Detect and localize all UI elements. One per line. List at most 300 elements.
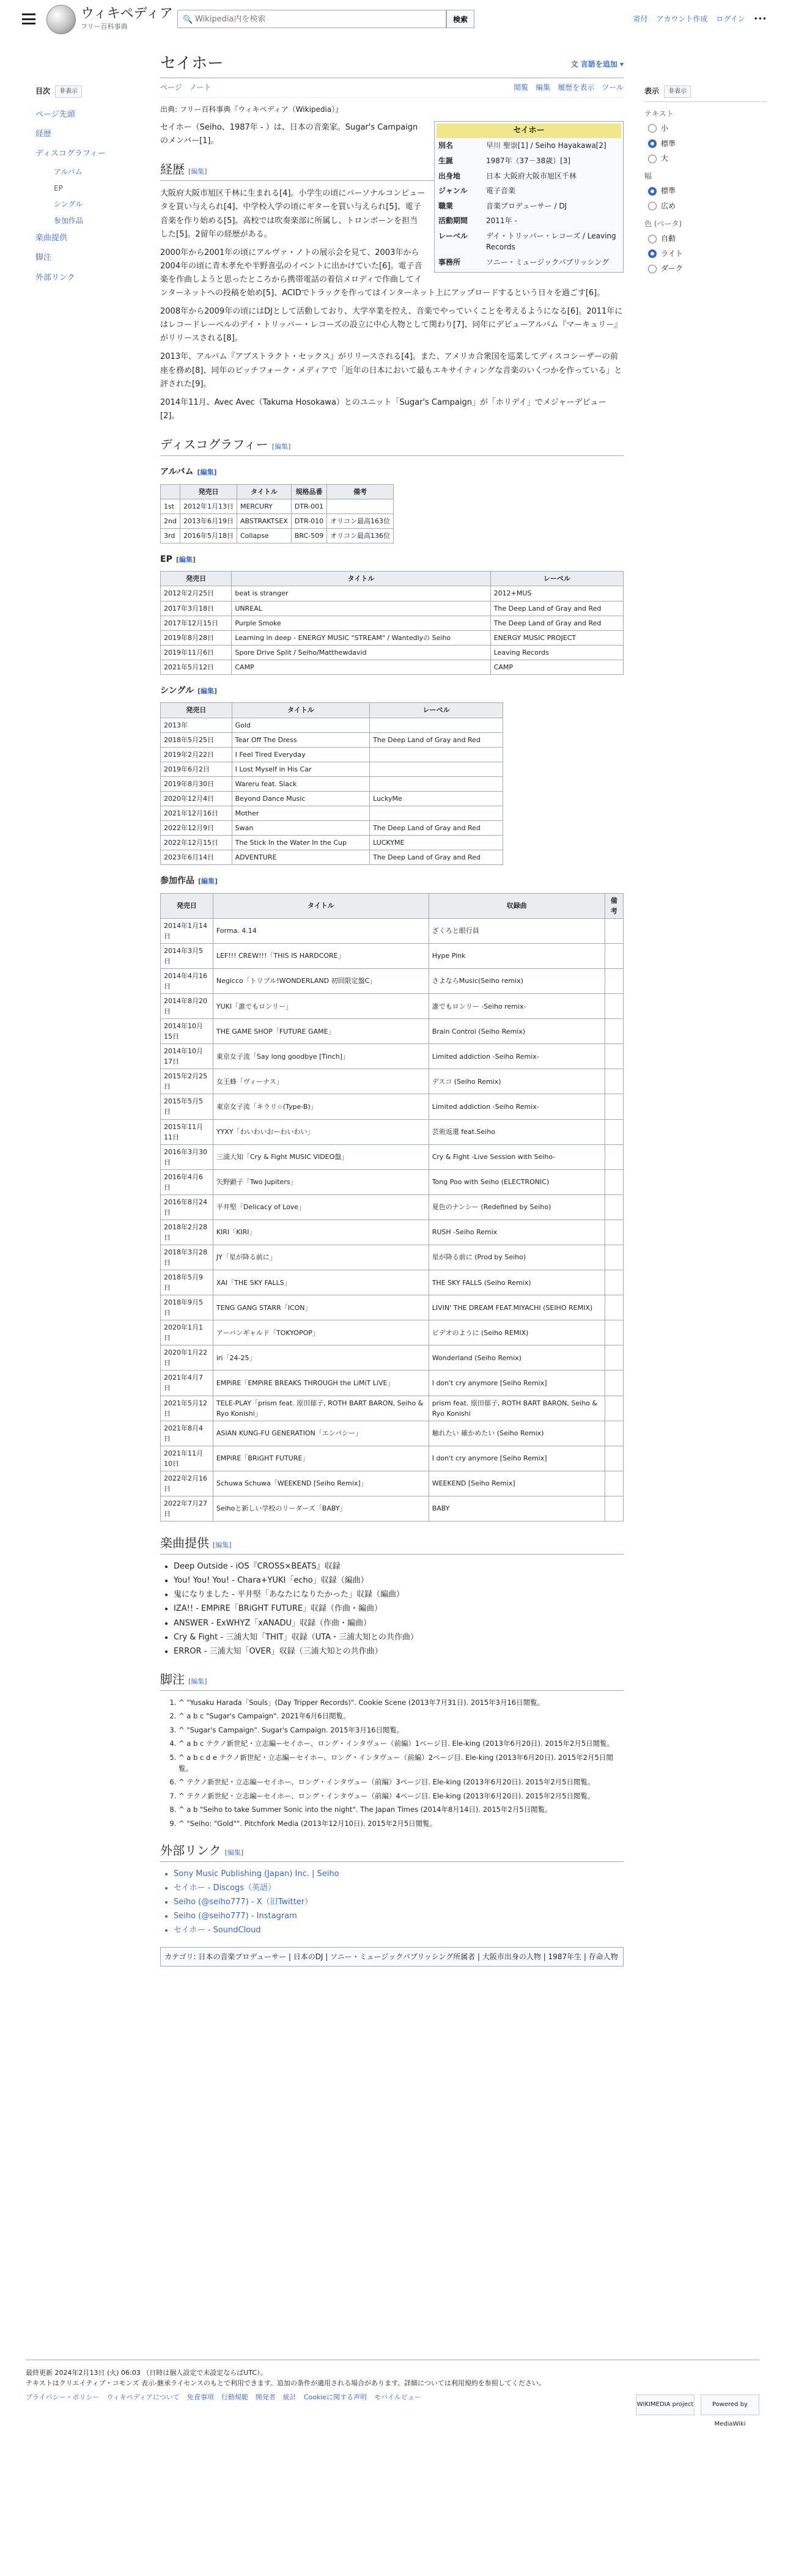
table-cell xyxy=(605,1194,623,1220)
table-cell: 2014年10月15日 xyxy=(161,1019,213,1044)
column-header: 備考 xyxy=(327,484,394,499)
table-cell: 2019年8月28日 xyxy=(161,630,232,645)
table-row xyxy=(161,528,394,543)
table-row xyxy=(161,850,503,864)
toc-item[interactable]: アルバム xyxy=(54,167,83,176)
table-cell: 芸術返還 feat.Seiho xyxy=(429,1119,605,1144)
table-cell: The Deep Land of Gray and Red xyxy=(490,601,623,616)
table-row xyxy=(161,1345,624,1371)
table-cell: 2021年4月7日 xyxy=(161,1371,213,1396)
appearance-hide-button[interactable]: 非表示 xyxy=(664,86,691,98)
toc-item[interactable]: 外部リンク xyxy=(35,273,75,282)
table-cell xyxy=(370,762,503,776)
table-cell: Mother xyxy=(232,806,370,820)
categories-box[interactable]: カテゴリ: 日本の音楽プロデューサー | 日本のDJ | ソニー・ミュージックパブリッシング所属者 | 大阪市出身の人物 | 1987年生 | 存命人物 xyxy=(160,1947,624,1967)
table-cell: 夏色のナンシー (Redefined by Seiho) xyxy=(429,1194,605,1220)
reference-item[interactable]: 2. ^ a b c "Sugar's Campaign". 2021年6月6日閲覧。 xyxy=(179,1710,624,1721)
table-cell xyxy=(605,1345,623,1371)
table-cell: 平井堅「Delicacy of Love」 xyxy=(213,1194,429,1220)
table-row xyxy=(161,718,503,732)
infobox-value: 電子音楽 xyxy=(486,186,516,196)
article xyxy=(160,51,624,1967)
table-cell: Collapse xyxy=(237,528,291,543)
table-cell: 2018年2月28日 xyxy=(161,1220,213,1245)
table-cell: Beyond Dance Music xyxy=(232,791,370,806)
infobox-title: セイホー xyxy=(437,123,621,138)
infobox-value: 日本 大阪府大阪市旭区千林 xyxy=(486,171,577,180)
table-cell xyxy=(605,1069,623,1094)
table-cell xyxy=(605,918,623,943)
reference-item[interactable]: 5. ^ a b c d e テクノ新世紀・立志編ーセイホー、ロング・インタヴュー（前編）2ページ目. Ele-king (2013年6月20日). 2015年2月5日閲覧。 xyxy=(179,1752,624,1775)
table-row xyxy=(161,1069,624,1094)
site-logo[interactable] xyxy=(46,5,173,34)
column-header xyxy=(161,484,180,499)
footer-link[interactable]: 行動規範 xyxy=(221,2393,248,2402)
edit-link[interactable]: 編集 xyxy=(191,1677,205,1685)
table-cell xyxy=(605,1169,623,1194)
table-cell xyxy=(605,994,623,1019)
color-dark[interactable]: ダーク xyxy=(648,263,767,274)
footer-link[interactable]: 統計 xyxy=(282,2393,297,2402)
ep-heading: EP [編集] xyxy=(160,554,196,564)
table-cell: 2021年11月10日 xyxy=(161,1446,213,1471)
table-row xyxy=(161,1446,624,1471)
table-cell: 2015年11月11日 xyxy=(161,1119,213,1144)
table-row xyxy=(161,776,503,791)
infobox-value: 音楽プロデューサー / DJ xyxy=(486,201,567,210)
table-cell: 2018年5月9日 xyxy=(161,1270,213,1295)
tab-talk[interactable]: ノート xyxy=(189,83,212,92)
table-cell: ざくろと眼行員 xyxy=(429,918,605,943)
table-cell: BRC-509 xyxy=(291,528,326,543)
table-cell: UNREAL xyxy=(232,601,490,616)
edit-link[interactable]: 編集 xyxy=(201,877,215,885)
reference-item[interactable]: 1. ^ "Yusaku Harada「Souls」(Day Tripper Records)". Cookie Scene (2013年7月31日). 2015年3月16日閲覧。 xyxy=(179,1697,624,1708)
table-cell xyxy=(605,943,623,968)
table-cell: Wareru feat. Slack xyxy=(232,776,370,791)
table-cell: LIVIN' THE DREAM FEAT.MIYACHI (SEIHO REMIX) xyxy=(429,1295,605,1320)
table-row xyxy=(161,1194,624,1220)
table-cell: 2020年12月4日 xyxy=(161,791,232,806)
table-cell xyxy=(605,1421,623,1446)
width-wide[interactable]: 広め xyxy=(648,201,767,212)
table-cell xyxy=(605,1245,623,1270)
table-cell: LUCKYME xyxy=(370,835,503,850)
table-cell xyxy=(605,1270,623,1295)
table-row xyxy=(161,513,394,528)
table-cell: Brain Control (Seiho Remix) xyxy=(429,1019,605,1044)
table-cell: 2017年12月15日 xyxy=(161,616,232,630)
table-cell: YYXY「わいわいおーわいわい」 xyxy=(213,1119,429,1144)
table-cell: 2nd xyxy=(161,513,180,528)
table-cell: さよならMusic(Seiho remix) xyxy=(429,968,605,993)
table-cell: I don't cry anymore [Seiho Remix] xyxy=(429,1371,605,1396)
table-cell: ABSTRAKTSEX xyxy=(237,513,291,528)
footer-link[interactable]: 開発者 xyxy=(255,2393,276,2402)
wikipedia-globe-icon xyxy=(46,5,76,34)
toc-item[interactable]: EP xyxy=(54,183,63,193)
table-cell: 2012+MUS xyxy=(490,586,623,601)
infobox-row xyxy=(437,153,621,169)
list-item: • Cry & Fight - 三浦大知「THIT」収録（UTA・三浦大知との共作曲） xyxy=(174,1632,624,1644)
table-cell: 2020年1月22日 xyxy=(161,1345,213,1371)
table-cell: The Stick In the Water In the Cup xyxy=(232,835,370,850)
table-cell: デスコ (Seiho Remix) xyxy=(429,1069,605,1094)
table-cell: 2019年2月22日 xyxy=(161,747,232,762)
table-cell: 2018年9月5日 xyxy=(161,1295,213,1320)
edit-link[interactable]: 編集 xyxy=(179,555,193,564)
appearance-panel xyxy=(644,86,767,274)
table-cell: Cry & Fight -Live Session with Seiho- xyxy=(429,1144,605,1169)
table-cell: ASIAN KUNG-FU GENERATION「エンパシー」 xyxy=(213,1421,429,1446)
list-item: • Deep Outside - iOS『CROSS×BEATS』収録 xyxy=(174,1561,624,1573)
reference-item[interactable]: 7. ^ テクノ新世紀・立志編ーセイホー、ロング・インタヴュー（前編）4ページ目. Ele-king (2013年6月20日). 2015年2月5日閲覧。 xyxy=(179,1790,624,1801)
column-header: レーベル xyxy=(490,572,623,586)
edit-link[interactable]: 編集 xyxy=(191,167,205,176)
toc-item[interactable]: 経歴 xyxy=(35,129,52,139)
more-options-icon[interactable]: ••• xyxy=(753,15,767,23)
table-cell: THE SKY FALLS (Seiho Remix) xyxy=(429,1270,605,1295)
text-size-standard[interactable]: 標準 xyxy=(648,138,767,150)
language-button[interactable]: 文 言語を追加 ▾ xyxy=(570,60,624,68)
column-header: タイトル xyxy=(232,703,370,718)
table-cell xyxy=(370,747,503,762)
infobox-row xyxy=(437,169,621,184)
tab-page[interactable]: ページ xyxy=(160,83,182,92)
table-cell: beat is stranger xyxy=(232,586,490,601)
table-cell: オリコン最高136位 xyxy=(327,528,394,543)
column-header: タイトル xyxy=(237,484,291,499)
edit-link[interactable]: 編集 xyxy=(200,686,214,695)
external-links-heading: 外部リンク [編集] xyxy=(160,1841,624,1862)
color-light[interactable]: ライト xyxy=(648,248,767,260)
table-header-row xyxy=(161,703,503,718)
table-cell: 2022年7月27日 xyxy=(161,1496,213,1521)
toc-item[interactable]: ディスコグラフィー xyxy=(35,149,106,158)
donate-link[interactable]: 寄付 xyxy=(633,15,648,23)
table-row xyxy=(161,806,503,820)
list-item: • ERROR - 三浦大知「OVER」収録（三浦大知との共作曲） xyxy=(174,1646,624,1658)
footer-link[interactable]: 免責事項 xyxy=(186,2393,214,2402)
table-cell: Tear Off The Dress xyxy=(232,732,370,747)
table-cell xyxy=(605,1019,623,1044)
table-cell: 東京女子流「キラリ☆(Type-B)」 xyxy=(213,1094,429,1119)
footer-link[interactable]: モバイルビュー xyxy=(374,2393,422,2402)
reference-item[interactable]: 8. ^ a b "Seiho to take Summer Sonic into the night". The Japan Times (2014年8月14日). 2015年2月5日閲覧。 xyxy=(179,1804,624,1815)
table-cell: TENG GANG STARR「ICON」 xyxy=(213,1295,429,1320)
table-cell: オリコン最高163位 xyxy=(327,513,394,528)
table-cell: 2019年8月30日 xyxy=(161,776,232,791)
table-cell: 2012年1月13日 xyxy=(180,499,237,513)
tab-read[interactable]: 閲覧 xyxy=(514,83,529,92)
table-cell: The Deep Land of Gray and Red xyxy=(490,616,623,630)
table-cell: 東京女子流「Say long goodbye [Tinch]」 xyxy=(213,1044,429,1069)
infobox-row xyxy=(437,229,621,255)
column-header: 規格品番 xyxy=(291,484,326,499)
table-row xyxy=(161,762,503,776)
table-row xyxy=(161,499,394,513)
infobox-row xyxy=(437,199,621,214)
table-header-row xyxy=(161,572,624,586)
toc-item[interactable]: シングル xyxy=(54,200,83,209)
table-cell xyxy=(605,1496,623,1521)
toc-item[interactable]: 参加作品 xyxy=(54,216,84,225)
table-cell: Purple Smoke xyxy=(232,616,490,630)
search-button[interactable]: 検索 xyxy=(446,10,474,28)
footer-link[interactable]: ウィキペディアについて xyxy=(106,2393,180,2402)
table-cell: RUSH -Seiho Remix xyxy=(429,1220,605,1245)
table-cell: 2021年8月4日 xyxy=(161,1421,213,1446)
table-cell: 2016年3月30日 xyxy=(161,1144,213,1169)
search-icon: 🔍 xyxy=(183,15,193,24)
page-title: セイホー 文 言語を追加 ▾ xyxy=(160,51,624,78)
table-row xyxy=(161,1396,624,1421)
table-cell: XAI「THE SKY FALLS」 xyxy=(213,1270,429,1295)
source-note: 出典: フリー百科事典『ウィキペディア（Wikipedia）』 xyxy=(160,105,343,114)
reference-item[interactable]: 9. ^ "Seiho: "Gold"". Pitchfork Media (2013年12月10日). 2015年2月5日閲覧。 xyxy=(179,1818,624,1829)
table-row xyxy=(161,601,624,616)
table-row xyxy=(161,943,624,968)
tab-tools[interactable]: ツール xyxy=(602,83,624,92)
notes-heading: 脚注 [編集] xyxy=(160,1670,624,1691)
table-cell: ADVENTURE xyxy=(232,850,370,864)
table-cell: 2021年12月16日 xyxy=(161,806,232,820)
table-cell xyxy=(605,1471,623,1496)
infobox-label: 活動期間 xyxy=(438,216,468,226)
width-standard[interactable]: 標準 xyxy=(648,185,767,197)
reference-item[interactable]: 4. ^ a b c テクノ新世紀・立志編ーセイホー、ロング・インタヴュー（前編）1ページ目. Ele-king (2013年6月20日). 2015年2月5日閲覧。 xyxy=(179,1738,624,1749)
table-cell: 三浦大知「Cry & Fight MUSIC VIDEO盤」 xyxy=(213,1144,429,1169)
color-auto[interactable]: 自動 xyxy=(648,233,767,245)
reference-item[interactable]: 6. ^ テクノ新世紀・立志編ーセイホー、ロング・インタヴュー（前編）3ページ目. Ele-king (2013年6月20日). 2015年2月5日閲覧。 xyxy=(179,1776,624,1787)
table-cell: 2017年3月18日 xyxy=(161,601,232,616)
footer-link[interactable]: Cookieに関する声明 xyxy=(303,2393,367,2402)
table-cell: THE GAME SHOP「FUTURE GAME」 xyxy=(213,1019,429,1044)
table-cell xyxy=(605,968,623,993)
external-link[interactable]: • セイホー - Discogs（英語） xyxy=(174,1882,624,1894)
table-cell: DTR-001 xyxy=(291,499,326,513)
table-cell: Limited addiction -Seiho Remix- xyxy=(429,1094,605,1119)
table-header-row xyxy=(161,893,624,918)
reference-item[interactable]: 3. ^ "Sugar's Campaign". Sugar's Campaign. 2015年3月16日閲覧。 xyxy=(179,1724,624,1735)
external-link[interactable]: • セイホー - SoundCloud xyxy=(174,1924,624,1937)
career-paragraph: 2008年から2009年の頃にはDJとして活動しており、大学卒業を控え、音楽でやっていくことを考えるようになる[6]。2011年にはレコードレーベルのデイ・トリッパー・レコーズの設立に中心人物として関わり[7]、同年にデビューアルバム『マーキュリー』がリリースされる[8]。 xyxy=(160,307,623,344)
search-form xyxy=(177,10,474,28)
table-cell: prism feat. 原田郁子, ROTH BART BARON, Seiho & Ryo Konishi xyxy=(429,1396,605,1421)
album-table xyxy=(160,484,394,543)
table-row xyxy=(161,1119,624,1144)
table-row xyxy=(161,968,624,993)
infobox-label: 事務所 xyxy=(438,258,461,267)
infobox-row xyxy=(437,138,621,153)
table-cell: 2019年6月2日 xyxy=(161,762,232,776)
table-cell: CAMP xyxy=(490,660,623,674)
footer xyxy=(26,2360,759,2427)
edit-link[interactable]: 編集 xyxy=(275,442,289,451)
table-cell: 矢野顕子「Two Jupiters」 xyxy=(213,1169,429,1194)
table-cell: MERCURY xyxy=(237,499,291,513)
table-row xyxy=(161,820,503,835)
table-cell: I Lost Myself in His Car xyxy=(232,762,370,776)
table-cell: 2023年6月14日 xyxy=(161,850,232,864)
table-cell: 2014年4月16日 xyxy=(161,968,213,993)
width-heading: 幅 xyxy=(644,171,652,180)
table-cell: 2020年1月1日 xyxy=(161,1320,213,1345)
table-cell: TELE-PLAY「prism feat. 原田郁子, ROTH BART BARON, Seiho & Ryo Konishi」 xyxy=(213,1396,429,1421)
text-size-large[interactable]: 大 xyxy=(648,153,767,164)
mediawiki-badge[interactable]: Powered by MediaWiki xyxy=(701,2394,759,2415)
table-cell xyxy=(370,806,503,820)
table-row xyxy=(161,1320,624,1345)
table-cell: 2014年10月17日 xyxy=(161,1044,213,1069)
logo-title: ウィキペディア xyxy=(81,6,173,22)
single-table xyxy=(160,702,503,865)
toc-item[interactable]: ページ先頭 xyxy=(35,109,75,119)
infobox-value: 2011年 - xyxy=(486,216,517,226)
column-header: タイトル xyxy=(232,572,490,586)
table-cell xyxy=(605,1220,623,1245)
tab-edit[interactable]: 編集 xyxy=(536,83,551,92)
column-header: 収録曲 xyxy=(429,893,605,918)
table-cell: 2014年1月14日 xyxy=(161,918,213,943)
table-cell xyxy=(605,1044,623,1069)
table-cell: 2014年3月5日 xyxy=(161,943,213,968)
list-item: • ANSWER - ExWHYZ「xANADU」収録（作曲・編曲） xyxy=(174,1617,624,1630)
table-cell: 2015年2月25日 xyxy=(161,1069,213,1094)
text-size-small[interactable]: 小 xyxy=(648,123,767,134)
table-cell: BABY xyxy=(429,1496,605,1521)
appearance-title: 表示 xyxy=(644,87,660,96)
column-header: 発売日 xyxy=(180,484,237,499)
table-cell: 星が降る前に (Prod by Seiho) xyxy=(429,1245,605,1270)
toc-title: 目次 xyxy=(35,87,51,96)
list-item: • You! You! You! - Chara+YUKI「echo」収録（編曲） xyxy=(174,1575,624,1587)
table-cell: 2013年 xyxy=(161,718,232,732)
table-cell: The Deep Land of Gray and Red xyxy=(370,820,503,835)
search-input[interactable] xyxy=(177,10,446,28)
table-cell xyxy=(327,499,394,513)
column-header: 発売日 xyxy=(161,703,232,718)
table-cell xyxy=(605,1320,623,1345)
table-cell: ENERGY MUSIC PROJECT xyxy=(490,630,623,645)
table-cell: Leaving Records xyxy=(490,645,623,660)
table-cell: Swan xyxy=(232,820,370,835)
table-row xyxy=(161,1245,624,1270)
table-cell: Limited addiction -Seiho Remix- xyxy=(429,1044,605,1069)
songs-heading: 楽曲提供 [編集] xyxy=(160,1534,624,1555)
table-cell: 2021年5月12日 xyxy=(161,1396,213,1421)
column-header: 備考 xyxy=(605,893,623,918)
career-heading: 経歴 [編集] xyxy=(160,160,624,181)
wikimedia-badge[interactable]: WIKIMEDIA project xyxy=(636,2394,695,2415)
table-row xyxy=(161,732,503,747)
table-row xyxy=(161,918,624,943)
participation-heading: 参加作品 [編集] xyxy=(160,875,218,886)
create-account-link[interactable]: アカウント作成 xyxy=(656,15,708,23)
footer-link[interactable]: プライバシー・ポリシー xyxy=(26,2393,100,2402)
table-cell: 2018年3月28日 xyxy=(161,1245,213,1270)
table-cell: I Feel Tired Everyday xyxy=(232,747,370,762)
career-paragraph: 2014年11月、Avec Avec（Takuma Hosokawa）とのユニット「Sugar's Campaign」が「ホリデイ」でメジャーデビュー[2]。 xyxy=(160,397,606,421)
last-edited: 最終更新 2024年2月13日 (火) 06:03 （日時は個人設定で未設定ならばUTC）。 xyxy=(26,2369,267,2377)
table-cell: Wonderland (Seiho Remix) xyxy=(429,1345,605,1371)
table-cell: WEEKEND [Seiho Remix] xyxy=(429,1471,605,1496)
tab-history[interactable]: 履歴を表示 xyxy=(558,83,595,92)
edit-link[interactable]: 編集 xyxy=(200,468,214,476)
table-row xyxy=(161,616,624,630)
toc-hide-button[interactable]: 非表示 xyxy=(55,86,82,98)
table-cell xyxy=(605,1144,623,1169)
table-cell: CAMP xyxy=(232,660,490,674)
toc-item[interactable]: 脚注 xyxy=(35,253,52,263)
table-cell: 2016年8月24日 xyxy=(161,1194,213,1220)
table-cell: JY「星が降る前に」 xyxy=(213,1245,429,1270)
column-header: レーベル xyxy=(370,703,503,718)
table-cell: I don't cry anymore [Seiho Remix] xyxy=(429,1446,605,1471)
infobox xyxy=(434,121,624,272)
table-row xyxy=(161,791,503,806)
list-item: • 鬼になりました - 平井堅「あなたになりたかった」収録（編曲） xyxy=(174,1589,624,1601)
infobox-value: 早川 聖崇[1] / Seiho Hayakawa[2] xyxy=(486,141,606,150)
table-row xyxy=(161,1169,624,1194)
edit-link[interactable]: 編集 xyxy=(227,1848,241,1857)
table-cell: Gold xyxy=(232,718,370,732)
table-header-row xyxy=(161,484,394,499)
table-cell: 2022年2月16日 xyxy=(161,1471,213,1496)
external-link[interactable]: • Seiho (@seiho777) - Instagram xyxy=(174,1910,624,1923)
participation-table xyxy=(160,893,624,1522)
table-cell: Spore Drive Split / Seiho/Matthewdavid xyxy=(232,645,490,660)
table-row xyxy=(161,747,503,762)
external-link[interactable]: • Seiho (@seiho777) - X（旧Twitter） xyxy=(174,1896,624,1908)
table-cell: 触れたい 確かめたい (Seiho Remix) xyxy=(429,1421,605,1446)
infobox-value: 1987年（37－38歳）[3] xyxy=(486,156,571,165)
table-cell: 2013年6月19日 xyxy=(180,513,237,528)
table-cell: 3rd xyxy=(161,528,180,543)
toc-sidebar xyxy=(35,86,152,288)
table-cell: Hype Pink xyxy=(429,943,605,968)
table-cell: YUKI「誰でもロンリー」 xyxy=(213,994,429,1019)
table-cell xyxy=(605,1446,623,1471)
career-paragraph: 2013年、アルバム『アブストラクト・セックス』がリリースされる[4]。また、アメリカ合衆国を巡業してディスコシーザーの前座を務め[8]、同年のピッチフォーク・メディアで「近年の日本において最もエキサイティングな音楽のいくつかを作っている」と評された[9]。 xyxy=(160,352,622,389)
toc-item[interactable]: 楽曲提供 xyxy=(35,234,68,243)
table-cell xyxy=(370,776,503,791)
table-row xyxy=(161,1044,624,1069)
table-cell: LEF!!! CREW!!!「THIS IS HARDCORE」 xyxy=(213,943,429,968)
table-cell xyxy=(605,1371,623,1396)
table-cell: iri「24-25」 xyxy=(213,1345,429,1371)
list-item: • IZA!! - EMPiRE「BRiGHT FUTURE」収録（作曲・編曲） xyxy=(174,1603,624,1615)
login-link[interactable]: ログイン xyxy=(716,15,745,23)
infobox-row xyxy=(437,213,621,229)
table-cell: 2014年8月20日 xyxy=(161,994,213,1019)
column-header: 発売日 xyxy=(161,572,232,586)
table-row xyxy=(161,660,624,674)
table-row xyxy=(161,1094,624,1119)
table-cell: 2015年5月5日 xyxy=(161,1094,213,1119)
external-link[interactable]: • Sony Music Publishing (Japan) Inc. | Seiho xyxy=(174,1868,624,1880)
table-cell: Learning in deep - ENERGY MUSIC "STREAM" / Wantedlyの Seiho xyxy=(232,630,490,645)
table-cell: Schuwa Schuwa「WEEKEND [Seiho Remix]」 xyxy=(213,1471,429,1496)
infobox-value: ソニー・ミュージックパブリッシング xyxy=(486,258,610,267)
career-paragraph: 2000年から2001年の頃にアルヴァ・ノトの展示会を見て、2003年から2004年の頃に青木孝允や半野喜弘のイベントに出かけていた[6]。電子音楽を作曲しようと思ったところから携帯電話の着信メロディで作曲してインターネットへの投稿を始め[5]、ACIDでトラックを作ってはインターネット上にアップロードするという日々を過ごす[6]。 xyxy=(160,248,605,298)
table-row xyxy=(161,1295,624,1320)
page-tabs xyxy=(160,78,624,98)
edit-link[interactable]: 編集 xyxy=(215,1541,229,1549)
ep-table xyxy=(160,571,624,674)
infobox-row xyxy=(437,183,621,199)
main-menu-icon[interactable] xyxy=(22,13,35,24)
